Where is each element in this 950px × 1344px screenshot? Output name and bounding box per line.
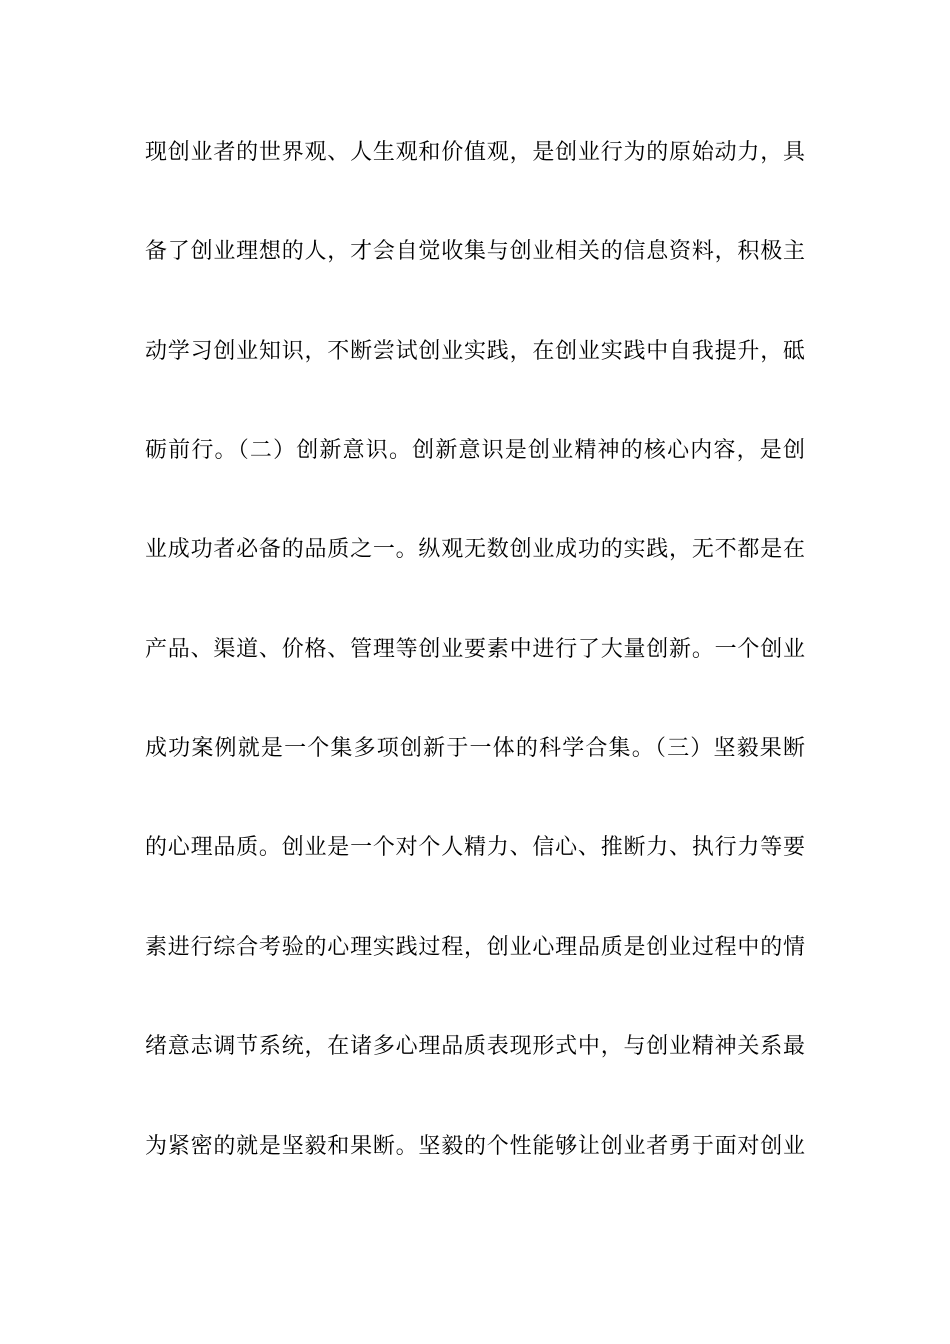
text-line-4: 砺前行。（二）创新意识。创新意识是创业精神的核心内容，是创 [145,438,805,463]
text-line-6: 产品、渠道、价格、管理等创业要素中进行了大量创新。一个创业 [145,637,805,662]
text-line-9: 素进行综合考验的心理实践过程，创业心理品质是创业过程中的情 [145,935,805,960]
text-line-2: 备了创业理想的人，才会自觉收集与创业相关的信息资料，积极主 [145,239,805,264]
text-line-1: 现创业者的世界观、人生观和价值观，是创业行为的原始动力，具 [145,140,805,165]
text-line-5: 业成功者必备的品质之一。纵观无数创业成功的实践，无不都是在 [145,537,805,562]
text-line-8: 的心理品质。创业是一个对个人精力、信心、推断力、执行力等要 [145,835,805,860]
text-line-10: 绪意志调节系统，在诸多心理品质表现形式中，与创业精神关系最 [145,1034,805,1059]
text-line-7: 成功案例就是一个集多项创新于一体的科学合集。（三）坚毅果断 [145,736,805,761]
text-line-11: 为紧密的就是坚毅和果断。坚毅的个性能够让创业者勇于面对创业 [145,1134,805,1159]
text-line-3: 动学习创业知识，不断尝试创业实践，在创业实践中自我提升，砥 [145,339,805,364]
